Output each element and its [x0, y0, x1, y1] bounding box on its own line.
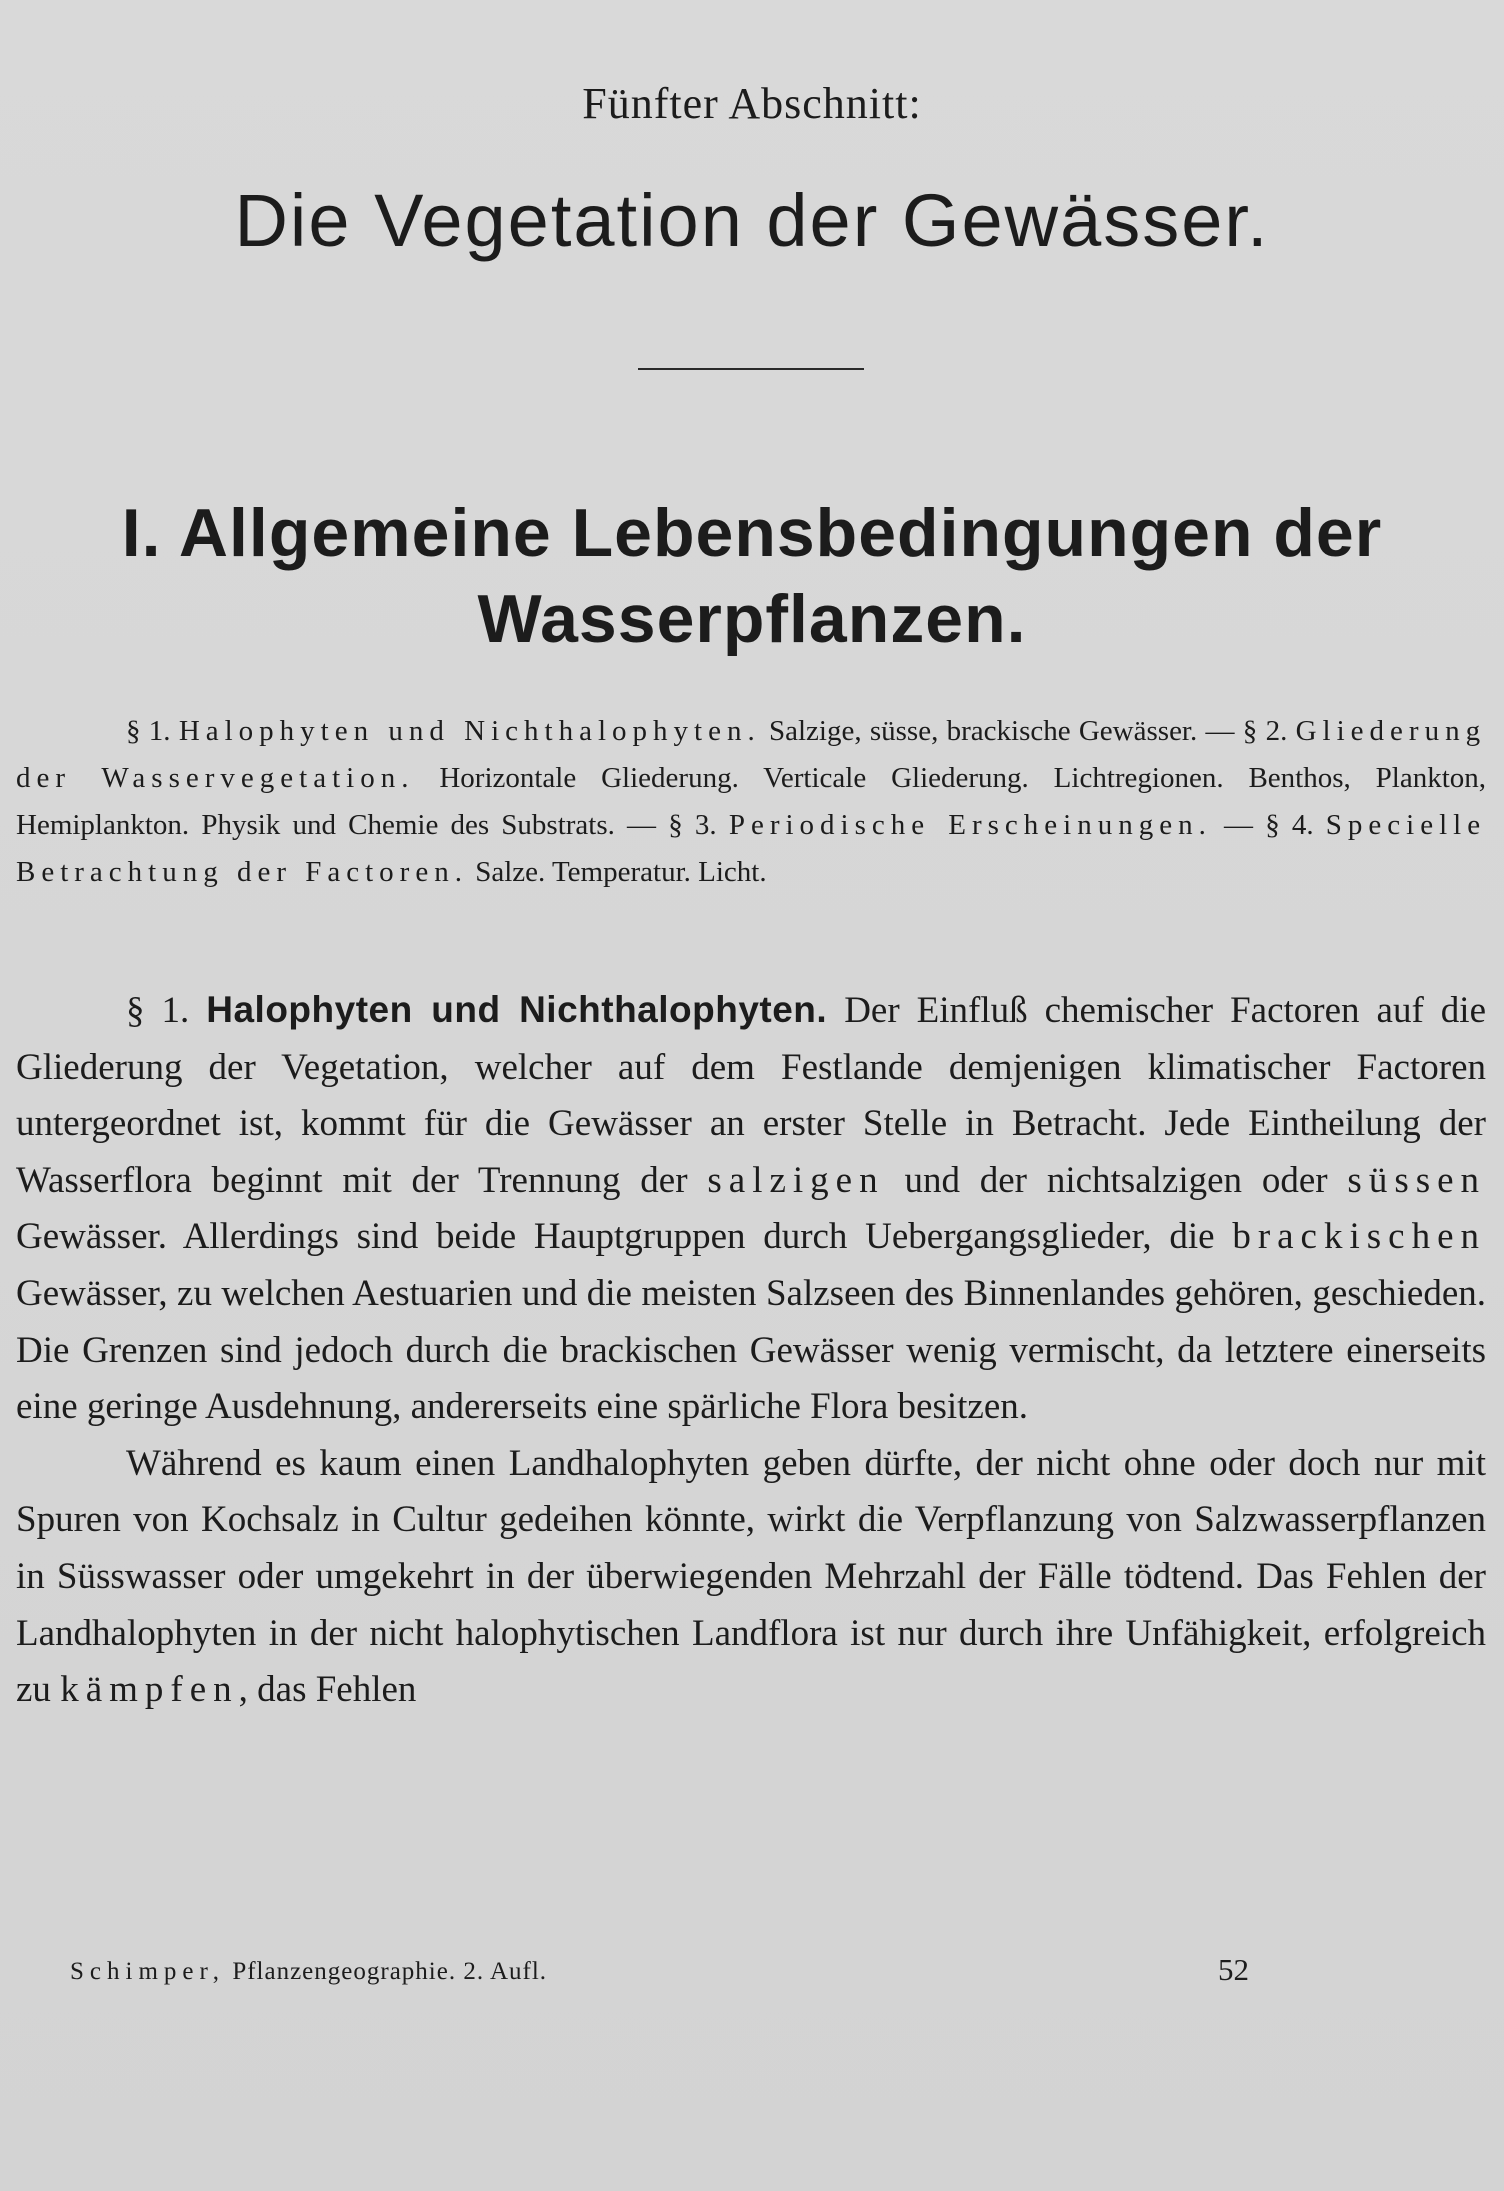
footer-author: Schimper, [70, 1958, 226, 1985]
paragraph-1-text-b: und der nichtsalzigen oder [904, 1159, 1328, 1201]
summary-s1-text: Salzige, süsse, brackische Gewässer. — [768, 715, 1235, 747]
paragraph-2-text-b: , das Fehlen [238, 1669, 417, 1711]
summary-s2-text: Horizontale Gliederung. Verticale Gliederung. Lichtregionen. Benthos, Plankton, Hemiplankton. Physik und Chemie des Substrats. — [16, 762, 1487, 841]
chapter-title [0, 490, 1504, 662]
summary-s3-heading: Periodische Erscheinungen. [728, 809, 1212, 841]
summary-s4-number: § 4. [1265, 809, 1314, 841]
chapter-title-line-2: Wasserpflanzen. [477, 581, 1027, 657]
body-text [16, 982, 1486, 1719]
emphasis-brackischen: brackischen [1232, 1216, 1487, 1258]
summary-s3-number: § 3. [668, 809, 717, 841]
section-title: Die Vegetation der Gewässer. [234, 179, 1270, 262]
paragraph-1-text-c: Gewässer. Allerdings sind beide Hauptgruppen durch Uebergangsglieder, die [16, 1216, 1215, 1258]
emphasis-suessen: süssen [1347, 1159, 1487, 1201]
summary-s4-text: Salze. Temperatur. Licht. [475, 856, 767, 888]
summary-separator: — [1224, 809, 1254, 841]
paragraph-2 [16, 1436, 1486, 1719]
paragraph-1-heading: Halophyten und Nichthalophyten. [206, 989, 828, 1030]
summary-s4-heading: Specielle Betrachtung der Factoren. [16, 809, 1487, 888]
section-label: Fünfter Abschnitt: [582, 79, 922, 128]
footer-citation [70, 1958, 547, 1986]
summary-s2-number: § 2. [1242, 715, 1288, 747]
summary-s1-heading: Halophyten und Nichthalophyten. [178, 715, 761, 747]
summary-s1-number: § 1. [126, 715, 171, 747]
chapter-title-line-1: I. Allgemeine Lebensbedingungen der [121, 495, 1383, 571]
emphasis-kaempfen: kämpfen [60, 1669, 239, 1711]
paragraph-2-text-a: Während es kaum einen Landhalophyten geben dürfte, der nicht ohne oder doch nur mit Spuren von Kochsalz in Cultur gedeihen könnte, wirkt die Verpflanzung von Salzwasserpflanzen in Süsswasser oder umgekehrt in der überwiegenden Mehrzahl der Fälle tödtend. Das Fehlen der Landhalophyten in der nicht halophytischen Landflora ist nur durch ihre Unfähigkeit, erfolgreich zu [16, 1442, 1486, 1711]
paragraph-1-text-d: Gewässer, zu welchen Aestuarien und die meisten Salzseen des Binnenlandes gehören, geschieden. Die Grenzen sind jedoch durch die brackischen Gewässer wenig vermischt, da letztere einerseits eine geringe Ausdehnung, andererseits eine spärliche Flora besitzen. [16, 1272, 1486, 1428]
footer-book: Pflanzengeographie. 2. Aufl. [232, 1958, 548, 1985]
page-number: 52 [1218, 1952, 1249, 1987]
paragraph-1 [16, 982, 1486, 1436]
paragraph-1-text-a: Der Einfluß chemischer Factoren auf die Gliederung der Vegetation, welcher auf dem Festlande demjenigen klimatischer Factoren untergeordnet ist, kommt für die Gewässer an erster Stelle in Betracht. Jede Eintheilung der Wasserflora beginnt mit der Trennung der [16, 990, 1486, 1201]
summary-s2-heading: Gliederung der Wasservegetation. [16, 715, 1487, 794]
chapter-summary [16, 708, 1486, 896]
title-divider [638, 368, 864, 370]
paragraph-1-number: § 1. [126, 990, 190, 1031]
emphasis-salzigen: salzigen [707, 1159, 885, 1201]
